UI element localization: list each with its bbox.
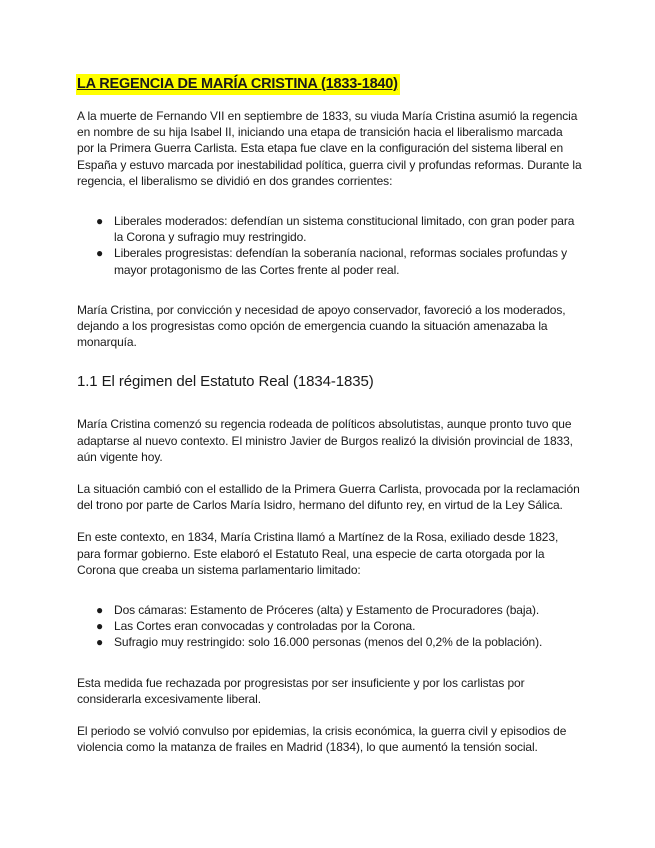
- list-item: [77, 634, 582, 650]
- estatuto-features-list: [77, 602, 582, 651]
- list-item: [77, 213, 582, 245]
- document-title: LA REGENCIA DE MARÍA CRISTINA (1833-1840): [76, 74, 400, 95]
- maria-cristina-paragraph: María Cristina, por convicción y necesidad de apoyo conservador, favoreció a los moderados, dejando a los progresistas como opción de emergencia cuando la situación amenazaba la monarquía.: [77, 302, 566, 350]
- bullet-icon: ●: [96, 246, 104, 261]
- list-item-text: Dos cámaras: Estamento de Próceres (alta) y Estamento de Procuradores (baja).: [114, 603, 540, 618]
- list-item: [77, 245, 582, 277]
- bullet-icon: ●: [96, 603, 104, 618]
- liberal-currents-list: [77, 213, 582, 278]
- bullet-icon: ●: [96, 619, 104, 634]
- list-item-text: Sufragio muy restringido: solo 16.000 personas (menos del 0,2% de la población).: [114, 635, 543, 650]
- section-paragraph-2: La situación cambió con el estallido de la Primera Guerra Carlista, provocada por la reclamación del trono por parte de Carlos María Isidro, hermano del difunto rey, en virtud de la Ley Sálica.: [77, 482, 580, 513]
- list-item: [77, 602, 582, 618]
- title-wrapper: [77, 74, 582, 95]
- section-heading: 1.1 El régimen del Estatuto Real (1834-1835): [77, 373, 374, 391]
- intro-paragraph: A la muerte de Fernando VII en septiembre de 1833, su viuda María Cristina asumió la regencia en nombre de su hija Isabel II, iniciando una etapa de transición hacia el liberalismo marcada por la Primera Guerra Carlista. Esta etapa fue clave en la configuración del sistema liberal en España y estuvo marcada por inestabilidad política, guerra civil y profundas reformas. Durante la regencia, el liberalismo se dividió en dos grandes corrientes:: [77, 109, 582, 188]
- list-item-text: Liberales progresistas: defendían la soberanía nacional, reformas sociales profundas y mayor protagonismo de las Cortes frente al poder real.: [114, 246, 568, 277]
- document-page: [77, 74, 582, 755]
- list-item-text: Liberales moderados: defendían un sistema constitucional limitado, con gran poder para la Corona y sufragio muy restringido.: [114, 214, 575, 245]
- bullet-icon: ●: [96, 635, 104, 650]
- list-item: [77, 618, 582, 634]
- list-item-text: Las Cortes eran convocadas y controladas por la Corona.: [114, 619, 416, 634]
- section-paragraph-3: En este contexto, en 1834, María Cristina llamó a Martínez de la Rosa, exiliado desde 1823, para formar gobierno. Este elaboró el Estatuto Real, una especie de carta otorgada por la Corona que creaba un sistema parlamentario limitado:: [77, 530, 559, 577]
- section-paragraph-5: El periodo se volvió convulso por epidemias, la crisis económica, la guerra civil y episodios de violencia como la matanza de frailes en Madrid (1834), lo que aumentó la tensión social.: [77, 724, 567, 755]
- bullet-icon: ●: [96, 214, 104, 229]
- section-paragraph-4: Esta medida fue rechazada por progresistas por ser insuficiente y por los carlistas por considerarla excesivamente liberal.: [77, 675, 525, 706]
- section-paragraph-1: María Cristina comenzó su regencia rodeada de políticos absolutistas, aunque pronto tuvo que adaptarse al nuevo contexto. El ministro Javier de Burgos realizó la división provincial de 1833, aún vigente hoy.: [77, 417, 573, 464]
